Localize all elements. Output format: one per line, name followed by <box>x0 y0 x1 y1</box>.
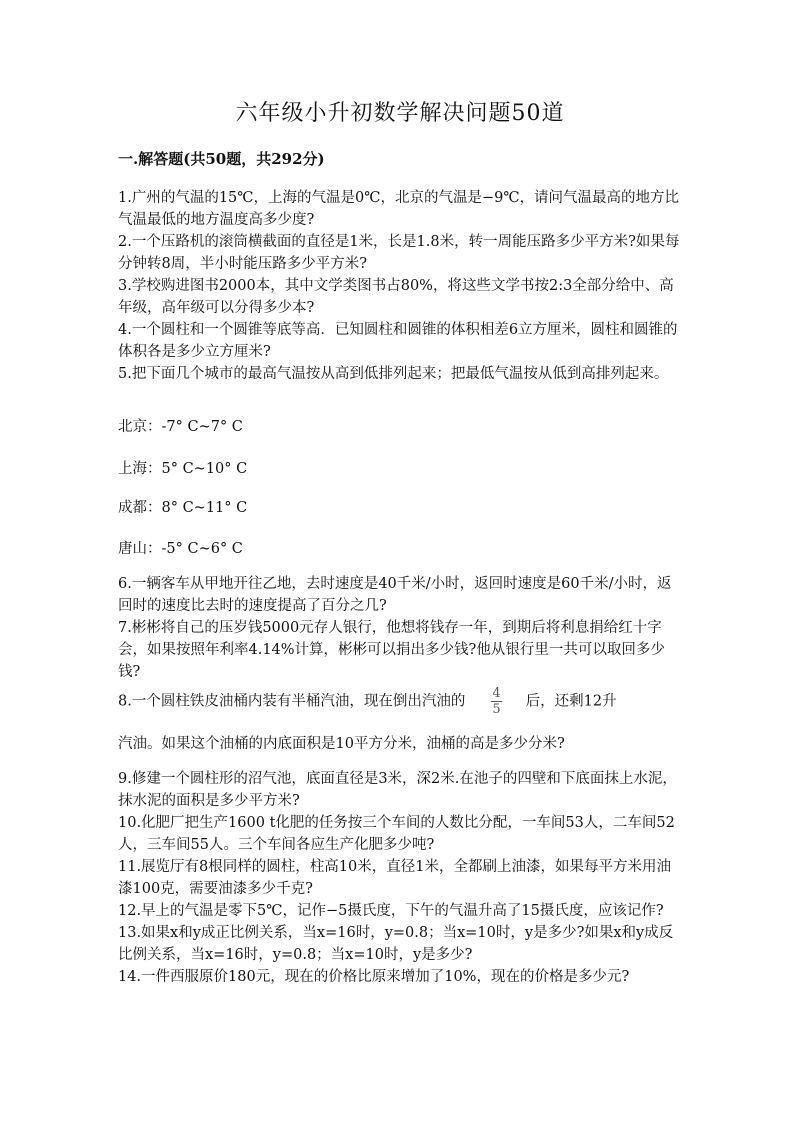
question-14: 14.一件西服原价180元，现在的价格比原来增加了10%，现在的价格是多少元? <box>118 969 630 985</box>
question-4: 4.一个圆柱和一个圆锥等底等高．已知圆柱和圆锥的体积相差6立方厘米，圆柱和圆锥的体积各是多少立方厘米? <box>118 322 678 360</box>
question-3: 3.学校购进图书2000本，其中文学类图书占80%，将这些文学书按2:3全部分给中、高年级，高年级可以分得多少本? <box>118 278 674 316</box>
question-12: 12.早上的气温是零下5℃，记作−5摄氏度，下午的气温升高了15摄氏度，应该记作? <box>118 903 664 919</box>
question-13: 13.如果x和y成正比例关系，当x=16时，y=0.8；当x=10时，y是多少?如果x和y成反比例关系，当x=16时，y=0.8；当x=10时，y是多少? <box>118 925 674 963</box>
question-11: 11.展览厅有8根同样的圆柱，柱高10米，直径1米，全都刷上油漆，如果每平方米用油漆100克，需要油漆多少千克? <box>118 859 671 897</box>
section-heading: 一.解答题(共50题，共292分) <box>118 150 325 168</box>
fraction-denominator: 5 <box>492 702 501 717</box>
question-7: 7.彬彬将自己的压岁钱5000元存人银行，他想将钱存一年，到期后将利息捐给红十字会，如果按照年利率4.14%计算，彬彬可以捐出多少钱?他从银行里一共可以取回多少钱? <box>118 620 665 680</box>
fraction-four-fifths <box>491 686 501 717</box>
city-temp-shanghai: 上海：5° C~10° C <box>118 461 248 477</box>
fraction-numerator: 4 <box>492 686 501 701</box>
question-2: 2.一个压路机的滚筒横截面的直径是1米，长是1.8米，转一周能压路多少平方米?如果每分钟转8周，半小时能压路多少平方米? <box>118 234 680 272</box>
page-title: 六年级小升初数学解决问题50道 <box>235 101 565 126</box>
question-8-text-after: 后，还剩12升 <box>525 693 617 710</box>
question-8 <box>118 686 683 717</box>
question-block-2 <box>118 573 683 683</box>
question-9: 9.修建一个圆柱形的沼气池，底面直径是3米，深2米.在池子的四壁和下底面抹上水泥，抹水泥的面积是多少平方米? <box>118 771 677 809</box>
question-5: 5.把下面几个城市的最高气温按从高到低排列起来；把最低气温按从低到高排列起来。 <box>118 366 669 382</box>
question-1: 1.广州的气温的15℃，上海的气温是0℃，北京的气温是−9℃，请问气温最高的地方比气温最低的地方温度高多少度? <box>118 190 680 228</box>
question-block-3 <box>118 768 683 988</box>
question-8-line2: 汽油。如果这个油桶的内底面积是10平方分米，油桶的高是多少分米? <box>118 736 565 752</box>
question-10: 10.化肥厂把生产1600 t化肥的任务按三个车间的人数比分配，一车间53人，二车间52人，三车间55人。三个车间各应生产化肥多少吨? <box>118 815 675 853</box>
city-temp-chengdu: 成都：8° C~11° C <box>118 500 248 516</box>
question-8-text-before: 8.一个圆柱铁皮油桶内装有半桶汽油，现在倒出汽油的 <box>118 693 466 710</box>
question-6: 6.一辆客车从甲地开往乙地，去时速度是40千米/小时，返回时速度是60千米/小时，返回时的速度比去时的速度提高了百分之几? <box>118 576 672 614</box>
question-block-1 <box>118 187 683 385</box>
city-temp-tangshan: 唐山：-5° C~6° C <box>118 541 243 557</box>
city-temp-beijing: 北京：-7° C~7° C <box>118 419 243 435</box>
